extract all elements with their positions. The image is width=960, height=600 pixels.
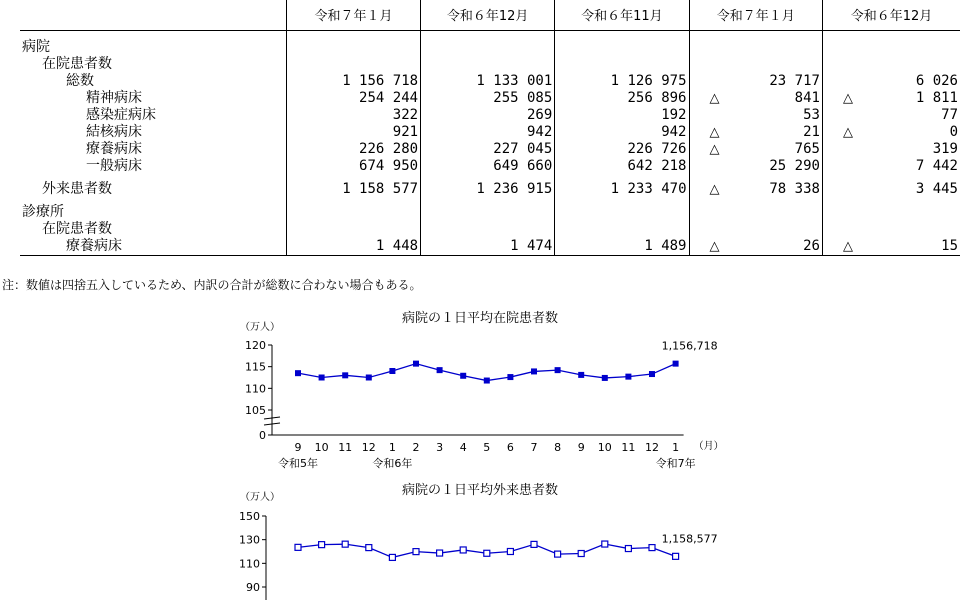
footnote: 注：数値は四捨五入しているため、内訳の合計が総数に合わない場合もある。	[2, 278, 422, 292]
data-point	[295, 370, 301, 376]
data-point	[460, 373, 466, 379]
value-text: 674 950	[359, 158, 419, 174]
data-point	[342, 372, 348, 378]
x-tick-label: 3	[436, 441, 444, 454]
data-point	[507, 374, 513, 380]
data-point	[413, 361, 419, 367]
x-tick-label: 12	[361, 441, 376, 454]
row-label: 感染症病床	[20, 107, 286, 124]
data-point	[602, 541, 608, 547]
value-cell	[555, 238, 689, 256]
value-cell	[421, 124, 555, 141]
value-cell	[689, 107, 822, 124]
value-text: 226 280	[359, 141, 419, 157]
value-text: 226 726	[627, 141, 687, 157]
data-point	[649, 545, 655, 551]
data-point	[389, 368, 395, 374]
x-tick-label: 11	[621, 441, 636, 454]
data-point	[673, 361, 679, 367]
value-cell	[822, 158, 960, 175]
era-label: 令和5年	[278, 457, 318, 470]
value-cell	[286, 221, 420, 238]
value-cell	[822, 31, 960, 57]
row-label: 療養病床	[20, 238, 286, 256]
y-tick-label: 110	[245, 382, 266, 396]
value-cell	[822, 73, 960, 90]
value-cell	[421, 90, 555, 107]
decrease-triangle-icon: △	[842, 239, 853, 254]
data-point	[319, 375, 325, 381]
data-point	[649, 371, 655, 377]
row-label: 診療所	[20, 204, 286, 221]
x-tick-label: 9	[577, 441, 585, 454]
header-cell-4: 令和６年12月	[822, 0, 960, 31]
value-cell	[286, 181, 420, 198]
value-text: 1 133 001	[476, 73, 553, 89]
data-point	[555, 551, 561, 557]
decrease-triangle-icon: △	[842, 91, 853, 106]
value-cell	[689, 204, 822, 221]
value-text: 269	[526, 107, 553, 123]
value-text: 942	[526, 124, 553, 140]
data-point	[484, 550, 490, 556]
x-tick-label: 4	[459, 441, 467, 454]
row-label: 在院患者数	[20, 56, 286, 73]
value-cell	[421, 107, 555, 124]
table-row	[20, 158, 960, 175]
x-tick-label: 6	[506, 441, 514, 454]
value-cell	[689, 73, 822, 90]
value-text: 841	[794, 90, 820, 106]
value-cell	[555, 107, 689, 124]
table-row	[20, 107, 960, 124]
value-text: 319	[932, 141, 958, 157]
value-text: 23 717	[769, 73, 820, 89]
value-text: 649 660	[493, 158, 553, 174]
row-label: 結核病床	[20, 124, 286, 141]
value-cell	[286, 238, 420, 256]
table-row	[20, 221, 960, 238]
row-label: 療養病床	[20, 141, 286, 158]
value-cell	[555, 181, 689, 198]
data-point	[507, 549, 513, 555]
data-point	[578, 372, 584, 378]
data-point	[578, 551, 584, 557]
value-cell	[689, 221, 822, 238]
value-text: 255 085	[493, 90, 553, 106]
inpatient-chart	[0, 300, 960, 480]
data-point	[460, 547, 466, 553]
value-cell	[421, 56, 555, 73]
table-row	[20, 73, 960, 90]
value-cell	[421, 204, 555, 221]
value-cell	[286, 90, 420, 107]
value-cell	[555, 141, 689, 158]
value-text: 227 045	[493, 141, 553, 157]
y-tick-label: 110	[239, 557, 260, 571]
value-cell	[822, 90, 960, 107]
x-tick-label: 10	[597, 441, 612, 454]
value-cell	[555, 90, 689, 107]
value-cell	[286, 107, 420, 124]
value-cell	[286, 158, 420, 175]
value-cell	[822, 204, 960, 221]
value-cell	[555, 31, 689, 57]
table-row	[20, 31, 960, 57]
value-text: 254 244	[359, 90, 419, 106]
value-text: 1 236 915	[476, 181, 553, 197]
data-point	[366, 545, 372, 551]
data-point	[531, 368, 537, 374]
end-value-label: 1,156,718	[661, 339, 718, 353]
x-tick-label: 1	[672, 441, 680, 454]
patient-statistics-table	[20, 0, 960, 256]
value-text: 53	[803, 107, 820, 123]
y-tick-label: 105	[245, 404, 266, 417]
value-text: 192	[661, 107, 687, 123]
value-text: 25 290	[769, 158, 820, 174]
value-text: 322	[392, 107, 419, 123]
data-point	[413, 549, 419, 555]
value-text: 21	[803, 124, 820, 140]
value-cell	[689, 141, 822, 158]
data-point	[531, 541, 537, 547]
header-cell-2: 令和６年11月	[555, 0, 689, 31]
data-point	[342, 541, 348, 547]
data-point	[555, 367, 561, 373]
value-cell	[689, 90, 822, 107]
era-label: 令和6年	[372, 457, 413, 470]
x-tick-label: 9	[294, 441, 302, 454]
data-point	[484, 378, 490, 384]
value-text: 1 448	[375, 238, 419, 254]
value-text: 15	[941, 238, 958, 254]
y-tick-label: 115	[245, 360, 266, 374]
value-text: 3 445	[915, 181, 958, 197]
data-point	[602, 375, 608, 381]
data-point	[673, 553, 679, 559]
decrease-triangle-icon: △	[709, 91, 720, 106]
y-tick-label: 90	[246, 581, 260, 594]
decrease-triangle-icon: △	[709, 142, 720, 157]
value-text: 1 474	[510, 238, 553, 254]
value-cell	[555, 221, 689, 238]
value-cell	[286, 141, 420, 158]
value-cell	[421, 141, 555, 158]
value-text: 77	[941, 107, 958, 123]
value-cell	[421, 158, 555, 175]
value-text: 1 489	[644, 238, 687, 254]
value-cell	[555, 124, 689, 141]
y-tick-label: 0	[259, 429, 266, 442]
value-text: 1 158 577	[342, 181, 419, 197]
value-cell	[822, 56, 960, 73]
value-cell	[421, 31, 555, 57]
value-text: 642 218	[627, 158, 687, 174]
data-point	[319, 542, 325, 548]
value-cell	[689, 56, 822, 73]
value-text: 78 338	[769, 181, 820, 197]
value-cell	[286, 124, 420, 141]
x-tick-label: 7	[530, 441, 538, 454]
value-text: 6 026	[915, 73, 958, 89]
value-cell	[822, 107, 960, 124]
row-label: 外来患者数	[20, 181, 286, 198]
value-text: 1 233 470	[610, 181, 687, 197]
value-cell	[689, 124, 822, 141]
value-text: 942	[661, 124, 687, 140]
row-label: 精神病床	[20, 90, 286, 107]
value-cell	[822, 221, 960, 238]
y-tick-label: 130	[239, 533, 260, 547]
table-row	[20, 124, 960, 141]
value-text: 1 811	[915, 90, 958, 106]
decrease-triangle-icon: △	[709, 182, 720, 197]
y-unit-label: （万人）	[240, 322, 280, 333]
value-text: 921	[392, 124, 419, 140]
data-point	[366, 375, 372, 381]
x-unit-label: （月）	[693, 441, 724, 452]
table-header-row	[20, 0, 960, 31]
table-row	[20, 204, 960, 221]
data-point	[625, 374, 631, 380]
row-label: 総数	[20, 73, 286, 90]
table-row	[20, 181, 960, 198]
value-text: 7 442	[915, 158, 958, 174]
table-row	[20, 56, 960, 73]
header-cell-0: 令和７年１月	[286, 0, 420, 31]
value-cell	[822, 124, 960, 141]
y-unit-label: （万人）	[240, 492, 280, 503]
value-cell	[822, 141, 960, 158]
table-row	[20, 238, 960, 256]
value-cell	[286, 204, 420, 221]
x-tick-label: 1	[388, 441, 396, 454]
value-text: 765	[794, 141, 820, 157]
value-cell	[555, 158, 689, 175]
x-tick-label: 5	[483, 441, 491, 454]
decrease-triangle-icon: △	[709, 239, 720, 254]
value-cell	[421, 181, 555, 198]
value-text: 26	[803, 238, 820, 254]
data-point	[437, 550, 443, 556]
era-label: 令和7年	[655, 457, 696, 470]
value-text: 0	[949, 124, 958, 140]
outpatient-chart	[0, 480, 960, 600]
y-tick-label: 150	[239, 510, 260, 523]
chart-title: 病院の１日平均外来患者数	[401, 483, 559, 498]
table-row	[20, 90, 960, 107]
x-tick-label: 8	[554, 441, 562, 454]
value-cell	[689, 158, 822, 175]
value-text: 1 126 975	[610, 73, 687, 89]
value-cell	[286, 56, 420, 73]
header-label-cell	[20, 0, 286, 31]
table-body	[20, 31, 960, 256]
header-cell-1: 令和６年12月	[421, 0, 555, 31]
row-label: 在院患者数	[20, 221, 286, 238]
value-cell	[286, 31, 420, 57]
value-cell	[822, 181, 960, 198]
value-cell	[421, 73, 555, 90]
value-cell	[555, 204, 689, 221]
data-point	[625, 546, 631, 552]
data-point	[389, 554, 395, 560]
value-cell	[689, 238, 822, 256]
value-text: 1 156 718	[342, 73, 419, 89]
value-cell	[689, 31, 822, 57]
y-tick-label: 120	[245, 339, 266, 352]
value-cell	[555, 73, 689, 90]
value-cell	[421, 238, 555, 256]
value-cell	[689, 181, 822, 198]
end-value-label: 1,158,577	[661, 532, 718, 546]
x-tick-label: 12	[645, 441, 659, 454]
header-cell-3: 令和７年１月	[689, 0, 822, 31]
row-label: 病院	[20, 31, 286, 57]
x-tick-label: 10	[314, 441, 329, 454]
x-tick-label: 2	[412, 441, 420, 454]
chart-title: 病院の１日平均在院患者数	[401, 311, 559, 326]
x-tick-label: 11	[338, 441, 353, 454]
table-row	[20, 141, 960, 158]
value-text: 256 896	[627, 90, 687, 106]
value-cell	[822, 238, 960, 256]
value-cell	[555, 56, 689, 73]
data-point	[295, 544, 301, 550]
decrease-triangle-icon: △	[842, 125, 853, 140]
value-cell	[286, 73, 420, 90]
decrease-triangle-icon: △	[709, 125, 720, 140]
data-point	[437, 367, 443, 373]
row-label: 一般病床	[20, 158, 286, 175]
value-cell	[421, 221, 555, 238]
